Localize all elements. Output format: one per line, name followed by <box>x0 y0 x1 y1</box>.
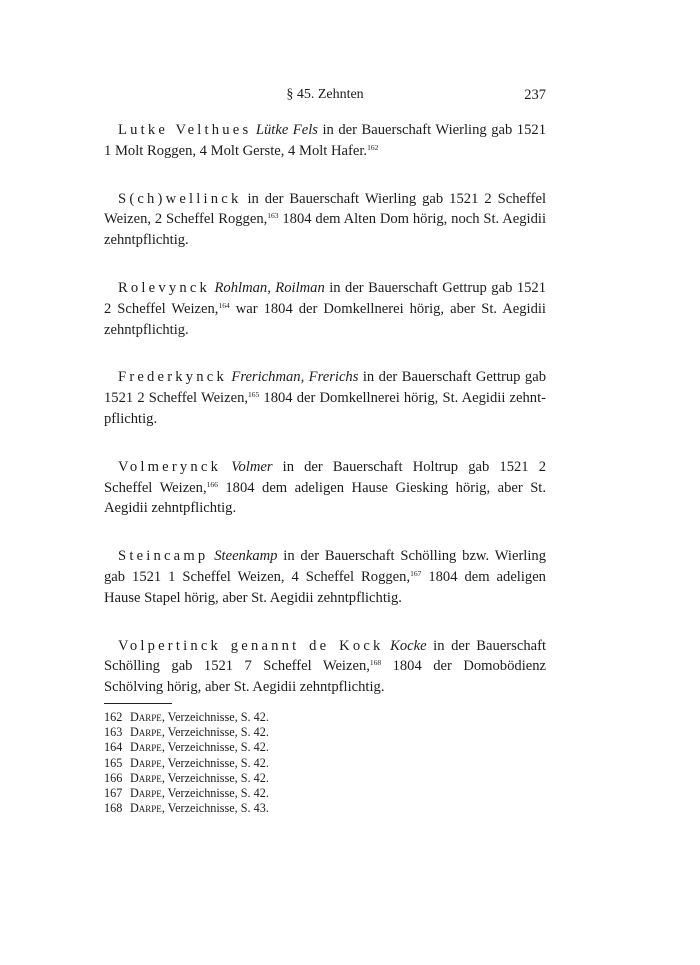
entry-volmerynck <box>104 457 546 519</box>
footnote-marker[interactable]: 164 <box>218 300 230 310</box>
entry-text: in der Bauerschaft Wierling gab 1521 1 Molt Roggen, 4 Molt Gerste, 4 Molt Hafer. <box>104 122 546 159</box>
footnote-162 <box>104 710 546 725</box>
entry-text: in der Bauerschaft Schölling bzw. Wierling gab 1521 1 Scheffel Weizen, 4 Scheffel Roggen, <box>104 548 547 585</box>
entry-steincamp <box>104 546 546 608</box>
footnote-author: Darpe <box>130 755 162 770</box>
entries-section <box>104 120 546 725</box>
entry-text: in der Bauerschaft Gettrup gab 1521 2 Scheffel Weizen, <box>104 369 546 407</box>
footnote-reference: , Verzeichnisse, S. 42. <box>161 740 269 755</box>
entry-alias: Kocke <box>390 637 427 654</box>
footnote-number: 162 <box>104 710 123 724</box>
entry-text: in der Bauerschaft Schölling gab 1521 7 Scheffel Weizen, <box>104 637 547 675</box>
footnote-number: 167 <box>104 786 123 801</box>
footnote-number: 166 <box>104 770 123 785</box>
footnote-167 <box>104 786 546 801</box>
footnote-author: Darpe <box>130 801 162 816</box>
entry-name: S(ch)wellinck <box>118 190 242 207</box>
footnote-reference: , Verzeichnisse, S. 42. <box>161 710 269 724</box>
footnote-165 <box>104 756 546 771</box>
entry-name: Steincamp <box>118 548 209 565</box>
footnote-164 <box>104 740 546 755</box>
footnote-163 <box>104 725 546 740</box>
footnote-marker[interactable]: 165 <box>248 390 260 400</box>
footnote-marker[interactable]: 167 <box>410 568 422 578</box>
entry-text-continued: 1804 der Domkellnerei hörig, St. Aegidii zehntpflichtig. <box>104 390 547 427</box>
entry-text: in der Bauerschaft Holtrup gab 1521 2 Scheffel Weizen, <box>104 458 546 496</box>
entry-text: in der Bauerschaft Gettrup gab 1521 2 Scheffel Weizen, <box>104 279 547 317</box>
footnote-number: 164 <box>104 740 123 755</box>
footnote-number: 168 <box>104 801 123 816</box>
entry-alias: Rohlman, Roilman <box>214 279 325 296</box>
entry-alias: Volmer <box>231 458 273 475</box>
page-number: 237 <box>524 87 546 103</box>
footnote-number: 163 <box>104 725 123 740</box>
footnote-author: Darpe <box>130 740 162 755</box>
entry-rolevynck <box>104 278 546 340</box>
footnote-168 <box>104 801 546 816</box>
footnote-reference: , Verzeichnisse, S. 42. <box>161 725 269 740</box>
footnote-author: Darpe <box>130 786 162 801</box>
entry-name: Volmerynck <box>118 458 222 475</box>
entry-volpertinck <box>104 636 546 698</box>
entry-text-continued: war 1804 der Domkellnerei hörig, aber St. Aegidii zehntpflichtig. <box>104 300 546 338</box>
footnote-marker[interactable]: 166 <box>206 479 218 489</box>
entry-text-continued: 1804 dem adeligen Hause Stapel hörig, aber St. Aegidii zehntpflichtig. <box>104 568 546 606</box>
footnote-author: Darpe <box>130 710 162 724</box>
entry-name: Volpertinck genannt de Kock <box>118 637 384 654</box>
footnote-reference: , Verzeichnisse, S. 42. <box>161 755 269 770</box>
page-header <box>104 87 546 105</box>
footnote-reference: , Verzeichnisse, S. 42. <box>161 786 269 801</box>
entry-alias: Frerichman, Frerichs <box>231 369 359 386</box>
footnote-reference: , Verzeichnisse, S. 42. <box>161 770 269 785</box>
entry-text: in der Bauerschaft Wierling gab 1521 2 Scheffel Weizen, 2 Scheffel Roggen, <box>104 190 546 228</box>
footnotes-section <box>104 710 546 816</box>
footnote-author: Darpe <box>130 770 162 785</box>
entry-name: Rolevynck <box>118 279 211 296</box>
entry-alias: Steenkamp <box>214 548 278 565</box>
entry-name: Frederkynck <box>118 369 227 386</box>
footnote-author: Darpe <box>130 725 162 740</box>
footnote-marker[interactable]: 163 <box>267 211 279 221</box>
entry-name: Lutke Velthues <box>118 122 252 138</box>
entry-schwellinck <box>104 189 546 251</box>
footnote-reference: , Verzeichnisse, S. 43. <box>161 801 269 816</box>
entry-text-continued: 1804 dem Alten Dom hörig, noch St. Aegidii zehntpflichtig. <box>104 211 547 249</box>
footnote-number: 165 <box>104 755 123 770</box>
entry-text-continued: 1804 der Domobödienz Schölving hörig, aber St. Aegidii zehntpflichtig. <box>104 658 546 696</box>
entry-text-continued: 1804 dem adeligen Hause Giesking hörig, aber St. Aegidii zehntpflichtig. <box>104 479 547 517</box>
entry-frederkynck <box>104 367 546 429</box>
running-head: § 45. Zehnten <box>286 87 364 102</box>
entry-alias: Lütke Fels <box>255 122 318 138</box>
footnote-marker[interactable]: 162 <box>367 142 379 152</box>
footnote-marker[interactable]: 168 <box>369 658 382 668</box>
entry-lutke-velthues <box>104 120 546 162</box>
footnote-166 <box>104 771 546 786</box>
footnote-divider <box>104 703 172 704</box>
